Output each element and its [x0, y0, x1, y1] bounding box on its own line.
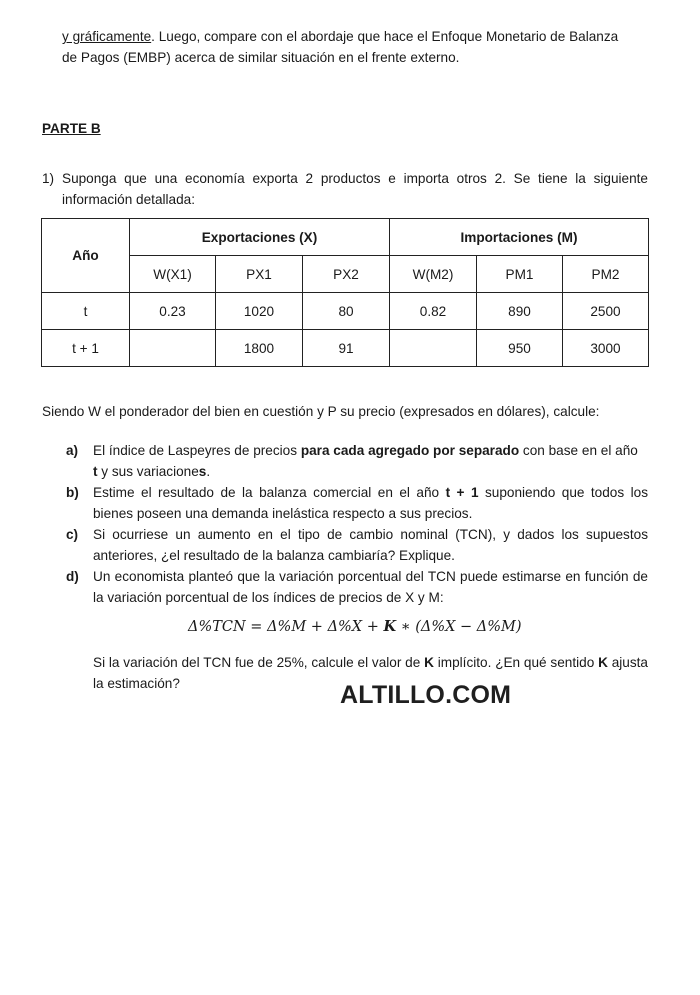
year-cell: t + 1: [42, 330, 130, 367]
item-b: [62, 483, 648, 524]
table-cell: 91: [303, 330, 390, 367]
item-label: b): [66, 485, 79, 500]
tail-text-3: ajusta la estimación?: [93, 655, 648, 691]
item-a: [62, 441, 648, 482]
item-b-bold-1: t + 1: [445, 485, 479, 500]
item-b-text-1: Estime el resultado de la balanza comercial en el año: [93, 485, 446, 500]
item-a-text-2: con base en el año: [519, 443, 638, 458]
formula-term-1: Δ%M: [267, 619, 307, 635]
table-cell: 890: [477, 293, 563, 330]
table-cell: 80: [303, 293, 390, 330]
year-header: Año: [42, 219, 130, 293]
intro-line1-rest: . Luego, compare con el abordaje que hace el Enfoque Monetario de Balanza: [151, 29, 619, 44]
table-cell: 0.23: [130, 293, 216, 330]
intro-line2: de Pagos (EMBP) acerca de similar situación en el frente externo.: [62, 50, 460, 65]
tail-text-1: Si la variación del TCN fue de 25%, calcule el valor de: [93, 655, 425, 670]
table-cell: 950: [477, 330, 563, 367]
exports-header: Exportaciones (X): [130, 219, 390, 256]
item-text: Un economista planteó que la variación porcentual del TCN puede estimarse en función de la variación porcentual de los índices de precios de X y M:: [93, 569, 648, 605]
item-a-text-1: El índice de Laspeyres de precios: [93, 443, 301, 458]
formula-plus-2: +: [362, 619, 384, 635]
watermark: ALTILLO.COM: [340, 681, 512, 709]
formula-k: K: [383, 618, 397, 635]
item-a-bold-1: para cada agregado por separado: [300, 443, 520, 458]
question-text: Suponga que una economía exporta 2 productos e importa otros 2. Se tiene la siguiente información detallada:: [62, 171, 648, 207]
item-a-bold-2: t: [93, 463, 98, 479]
item-text: [93, 441, 648, 482]
item-text: Si ocurriese un aumento en el tipo de cambio nominal (TCN), y dados los supuestos anteriores, ¿el resultado de la balanza cambiaría? Explique.: [93, 527, 648, 563]
formula-equals: =: [245, 619, 268, 635]
item-c: [62, 525, 648, 566]
sub-header: PM2: [563, 256, 649, 293]
sub-header: PX1: [216, 256, 303, 293]
item-label: a): [66, 443, 79, 458]
table-cell: 3000: [563, 330, 649, 367]
tail-k-1: K: [424, 655, 434, 670]
year-cell: t: [42, 293, 130, 330]
table-cell: [130, 330, 216, 367]
sub-header: W(M2): [390, 256, 477, 293]
tail-text-2: implícito. ¿En qué sentido: [433, 655, 599, 670]
instructions-text: Siendo W el ponderador del bien en cuestión y P su precio (expresados en dólares), calcule:: [42, 404, 600, 419]
item-a-bold-3: s: [198, 463, 207, 479]
formula-lhs: Δ%TCN: [188, 619, 246, 635]
item-b-text-2: suponiendo que todos los bienes poseen una demanda inelástica respecto a sus precios.: [93, 485, 648, 521]
tail-k-2: K: [598, 655, 608, 670]
data-table: [41, 218, 649, 367]
intro-underlined: y gráficamente: [62, 29, 152, 44]
imports-header: Importaciones (M): [390, 219, 649, 256]
item-d: [62, 567, 648, 608]
item-label: c): [66, 527, 79, 542]
sub-questions: [62, 441, 648, 609]
sub-header: PX2: [303, 256, 390, 293]
formula: [188, 618, 522, 635]
item-label: d): [66, 569, 79, 584]
item-text: [93, 483, 648, 524]
sub-header: PM1: [477, 256, 563, 293]
table-cell: 0.82: [390, 293, 477, 330]
section-heading: PARTE B: [42, 121, 101, 136]
question-number: 1): [42, 171, 55, 186]
table-cell: 1800: [216, 330, 303, 367]
table-row: [42, 293, 649, 330]
table-cell: 2500: [563, 293, 649, 330]
formula-rest: ∗ (Δ%X − Δ%M): [396, 619, 522, 635]
sub-header: W(X1): [130, 256, 216, 293]
item-a-text-4: .: [206, 463, 211, 479]
formula-term-2: Δ%X: [327, 619, 363, 635]
table-cell: 1020: [216, 293, 303, 330]
item-a-text-3: y sus variacione: [97, 463, 199, 479]
intro-paragraph: [62, 26, 648, 68]
formula-plus-1: +: [306, 619, 328, 635]
table-cell: [390, 330, 477, 367]
table-row: [42, 330, 649, 367]
question-1: [42, 168, 648, 210]
